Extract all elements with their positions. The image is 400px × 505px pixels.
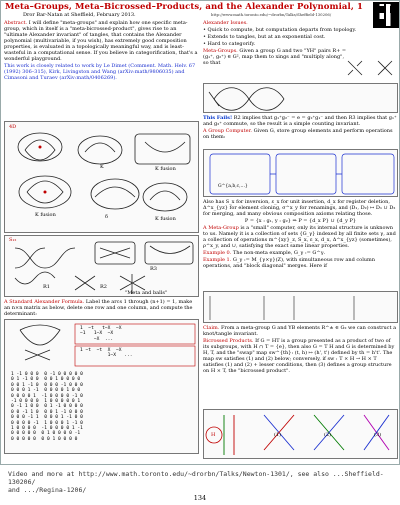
group-computer-svg [204,150,399,198]
this-fails-label: This Fails! [203,115,233,121]
matrix-a: 1 −t t−X −X −1 1−X −X −X ... [80,326,122,342]
talk-url[interactable]: http://www.math.toronto.edu/~drorbn/Talks/Sheffield-130206/ [211,12,332,17]
footer-text [8,470,400,494]
label-4d: 4D [9,124,17,130]
abstract-text: I will define "meta-groups" and explain how one specific meta-group, which in itself is a "meta-bicrossed-product", gives rise to an "ultimate Alexander invariant" of tangles, that contains the Alexander polynomial (multivariable, if you wish), has extremely good composition properties, is evaluated in a topologically meaningful way, and is least-wasteful in a computational sense. If you believe in categorification, that's a wonderful playground. [4,20,198,62]
example0-text: The non-meta example, G_γ := G^γ. [232,250,326,256]
meta-group-text: is a "small" computer, only its internal structure is unknown to us. Namely it is a collection of sets {G_γ} indexed by all finite sets γ, and a collection of operations m^{xy}_z, S_x, ε_x, d_x, Δ^x_{yz} (sometimes), ρ^x_y, and ∪, satisfying the exact same linear properties. [203,225,396,249]
issue-item: • Hard to categorify. [203,41,256,47]
claim-section [203,325,398,375]
label-delta: δ [105,214,109,220]
matrix-b: 1 −t −t X −X 1−X ... [80,348,133,359]
diagram-label-1: (1) [274,432,282,438]
example1-text: G_γ := M_{γ×γ}(Z), with simultaneous row and column operations, and "block diagonal" merges. Here if [203,257,375,269]
abstract-paragraph [4,20,199,62]
label-r1: R1 [43,284,50,290]
left-column [4,20,199,82]
label-k-fusion-2: K fusion [35,212,56,218]
claim-text: From a meta-group G and YB elements R^± ∈ G₂ we can construct a knot/tangle invariant. [203,325,397,337]
footer-line-2[interactable]: and .../Regina-1206/ [8,486,87,494]
footer-line-1[interactable]: Video and more at http://www.math.toronto.edu/~drorbn/Talks/Newton-1301/, see also ...Sheffield-130206/ [8,470,384,486]
claim-label: Claim. [203,325,220,331]
example0-label: Example 0. [203,250,232,256]
standard-formula-text: Label the arcs 1 through (n+1) = 1, make an n×n matrix as below, delete one row and one column, and compute the determinant: [4,299,193,317]
byline: Dror Bar-Natan at Sheffield, February 2013. [23,12,136,18]
p-formula: P = {x : g₁, y : g₂} ⇒ P = {d_x P} ∪ {d_y P} [244,218,357,224]
page-number: 134 [193,494,207,502]
bicrossed-diagram-svg [204,410,399,460]
label-k-1: K [100,164,104,170]
related-work-note: This work is closely related to work by Le Dimet (Comment. Math. Helv. 67 (1992) 306–315), Kirk, Livingston and Wang (arXiv:math/9806035) and Cimasoni and Turaev (arXiv:math/0406269). [4,63,196,81]
standard-formula-label: A Standard Alexander Formula. [4,299,85,305]
diagram-label-2: (2) [324,432,332,438]
knot-figure-panel [4,121,199,233]
matrix-body: 1 -1 0 0 0 0 -1 0 0 0 0 0 0 1 -1 0 0 0 0 1 0 0 0 0 0 0 1 -1 0 0 0 0 -1 0 0 0 0 0 0 1 -1 0 0 0 0 1 0 0 0 0 0 0 1 -1 0 0 0 0 -1 0 -1 0 0 0 0 1 0 0 0 0 0 1 0 -1 1 0 0 0 1 -1 0 0 0 0 0 0 -1 1 0 0 0 1 -1 0 0 0 0 0 0 -1 1 0 0 0 1 -1 0 0 0 0 0 0 -1 1 0 0 0 1 -1 0 1 0 0 0 0 -1 0 0 0 0 1 -1 0 0 0 0 0 0 1 0 0 0 0 -1 0 0 0 0 0 0 0 1 0 0 0 0 [11,372,83,442]
group-computer-label: A Group Computer. [203,128,253,134]
reidemeister-panel [4,235,199,297]
issue-item: • Quick to compute, but computation departs from topology. [203,27,357,33]
also-has-section [203,199,398,270]
diagram-label-3: (3) [374,432,382,438]
group-computer-text: Given G, store group elements and perform operations on them: [203,128,393,140]
alexander-issues-label: Alexander Issues. [203,20,248,26]
page-title: Meta–Groups, Meta–Bicrossed–Products, and the Alexander Polynomial, 1 [5,2,363,12]
bicrossed-diagram-panel [203,409,398,459]
group-computer-panel [203,149,398,197]
bicrossed-label: Bicrossed Products. [203,338,254,344]
example1-label: Example 1. [203,257,232,263]
crossing-icon [346,59,396,77]
knot-product-svg [204,84,399,114]
abstract-label: Abstract. [4,20,28,26]
label-k-fusion-1: K fusion [155,166,176,172]
matrix-example-panel [203,291,398,323]
label-k-fusion-3: K fusion [155,216,176,222]
meta-group-label: A Meta-Group [203,225,239,231]
issue-item: • Extends to tangles, but at an exponential cost. [203,34,326,40]
standard-formula-section [4,299,199,318]
label-r2: R2 [100,284,107,290]
knot-product-panel [203,83,398,113]
also-has-text: Also has S_x for inversion, ε_x for unit insertion, d_x for register deletion, Δ^x_{yz} for element cloning, σ^x_y for renamings, and (D₁, D₂) ↦ D₁ ∪ D₂ for merging, and many obvious composition axioms relating those. [203,199,396,217]
this-fails-text: R2 implies that g₁⁺g₂⁻ = e = g₂⁺g₁⁻ and then R3 implies that g₁⁺ and g₂⁺ commute, so the result is a simple counting invariant. [203,115,397,127]
this-fails-section [203,115,398,141]
bicrossed-text: If G = HT is a group presented as a product of two of its subgroups, with H ∩ T = {e}, then also G = T H and G is determined by H, T, and the "swap" map sw^{th}: (t, h) ↦ (h', t') defined by th = h't'. The map sw satisfies (1) and (2) below; conversely, if sw : T × H → H × T satisfies (1) and (2) + lesser conditions, then (3) defines a group structure on H × T, the "bicrossed product". [203,338,395,374]
h-label: H [211,432,216,438]
label-r3: R3 [150,266,157,272]
label-meta-balls: "Meta and balls" [125,290,168,296]
meta-groups-text: Given a group G and two "YH" pairs R+ = (g₁⁺, g₂⁺) ∈ G², map them to xings and "multiply along", so that [203,48,347,66]
label-s12: S₁₂ [9,237,17,243]
matrix-example-svg [204,292,399,324]
matrix-panel [4,319,199,454]
gamma-set-label: G^{a,b,c,...} [218,184,248,189]
meta-groups-label: Meta-Groups. [203,48,238,54]
